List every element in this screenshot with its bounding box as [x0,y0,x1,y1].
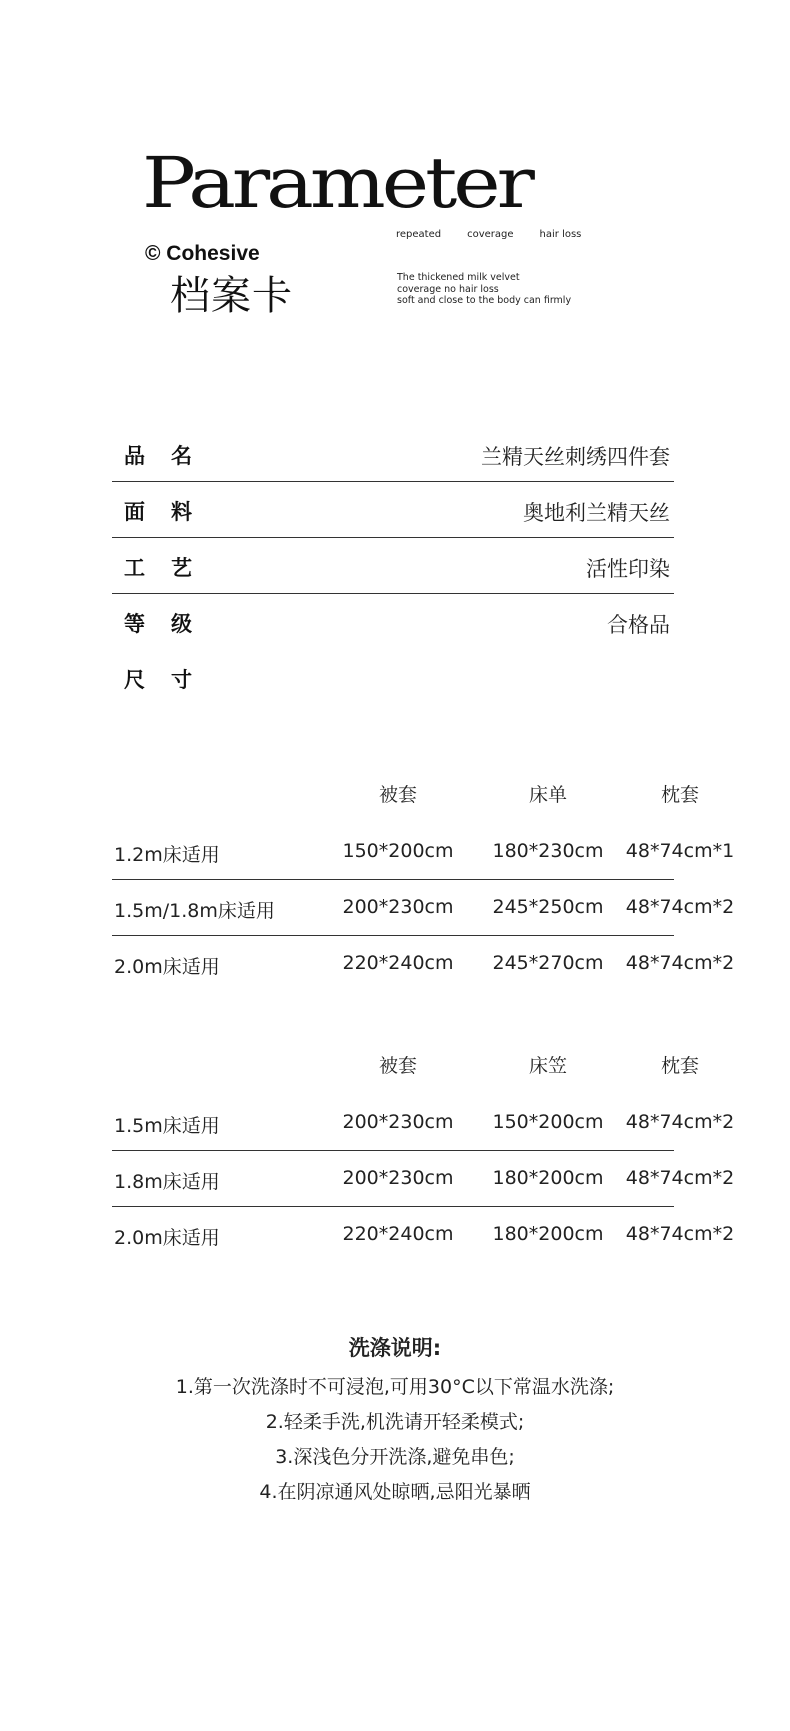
param-value: 奥地利兰精天丝 [523,501,670,525]
table-cell: 48*74cm*2 [625,896,735,918]
table-cell: 200*230cm [342,1167,454,1189]
column-header: 枕套 [660,1055,699,1077]
washing-title: 洗涤说明: [348,1336,442,1360]
description-line: coverage no hair loss [397,283,499,295]
brand-name: © Cohesive [145,242,260,265]
param-label: 工艺 [124,556,218,580]
table-cell: 48*74cm*2 [625,1167,735,1189]
table-cell: 2.0m床适用 [114,1227,220,1249]
washing-line: 1.第一次洗涤时不可浸泡,可用30°C以下常温水洗涤; [175,1376,615,1398]
parameter-list [112,426,674,706]
param-row-grade [112,594,674,650]
table-cell: 48*74cm*1 [625,840,735,862]
param-row-fabric [112,482,674,538]
table-cell: 180*200cm [492,1167,604,1189]
param-value: 活性印染 [586,557,670,581]
table-cell: 180*230cm [492,840,604,862]
column-header: 被套 [378,1055,417,1077]
table-cell: 180*200cm [492,1223,604,1245]
table-cell: 48*74cm*2 [625,1111,735,1133]
keyword-list [396,229,581,240]
table-row [112,1207,735,1263]
param-value: 合格品 [607,613,670,637]
column-header: 枕套 [660,784,699,806]
table-row [112,1095,735,1151]
table-cell: 1.5m床适用 [114,1115,220,1137]
table-cell: 220*240cm [342,1223,454,1245]
keyword-coverage: coverage [467,229,514,240]
table-cell: 150*200cm [342,840,454,862]
table-cell: 2.0m床适用 [114,956,220,978]
column-header: 床笠 [528,1055,567,1077]
param-label: 尺寸 [124,668,218,692]
param-label: 面料 [124,500,218,524]
size-table-fitted [112,1041,735,1263]
table-cell: 220*240cm [342,952,454,974]
param-label: 品名 [124,444,218,468]
description-line: The thickened milk velvet [397,272,520,283]
keyword-hair-loss: hair loss [539,229,582,240]
param-label: 等级 [124,612,218,636]
param-row-craft [112,538,674,594]
table-cell: 1.8m床适用 [114,1171,220,1193]
keyword-repeated: repeated [396,229,442,240]
table-row [112,936,735,992]
table-cell: 150*200cm [492,1111,604,1133]
table-row [112,880,735,936]
washing-line: 2.轻柔手洗,机洗请开轻柔模式; [265,1411,525,1433]
table-cell: 245*270cm [492,952,604,974]
param-value: 兰精天丝刺绣四件套 [481,445,670,469]
table-cell: 1.2m床适用 [114,844,220,866]
table-cell: 200*230cm [342,896,454,918]
table-header [112,1041,699,1095]
table-cell: 48*74cm*2 [625,952,735,974]
washing-line: 4.在阴凉通风处晾晒,忌阳光暴晒 [259,1481,531,1503]
table-cell: 48*74cm*2 [625,1223,735,1245]
product-description [397,272,571,307]
param-row-product-name [112,426,674,482]
table-row [112,1151,735,1207]
table-header [112,770,699,824]
table-row [112,824,735,880]
param-row-size [112,650,674,706]
table-cell: 200*230cm [342,1111,454,1133]
parameter-logo: Parameter [142,141,531,224]
table-cell: 1.5m/1.8m床适用 [114,900,275,922]
washing-line: 3.深浅色分开洗涤,避免串色; [275,1446,515,1468]
page-subtitle: 档案卡 [170,273,293,319]
description-line: soft and close to the body can firmly [397,295,572,306]
size-table-sheet [112,770,735,992]
column-header: 床单 [528,784,567,806]
column-header: 被套 [378,784,417,806]
table-cell: 245*250cm [492,896,604,918]
washing-instructions [0,1334,790,1510]
